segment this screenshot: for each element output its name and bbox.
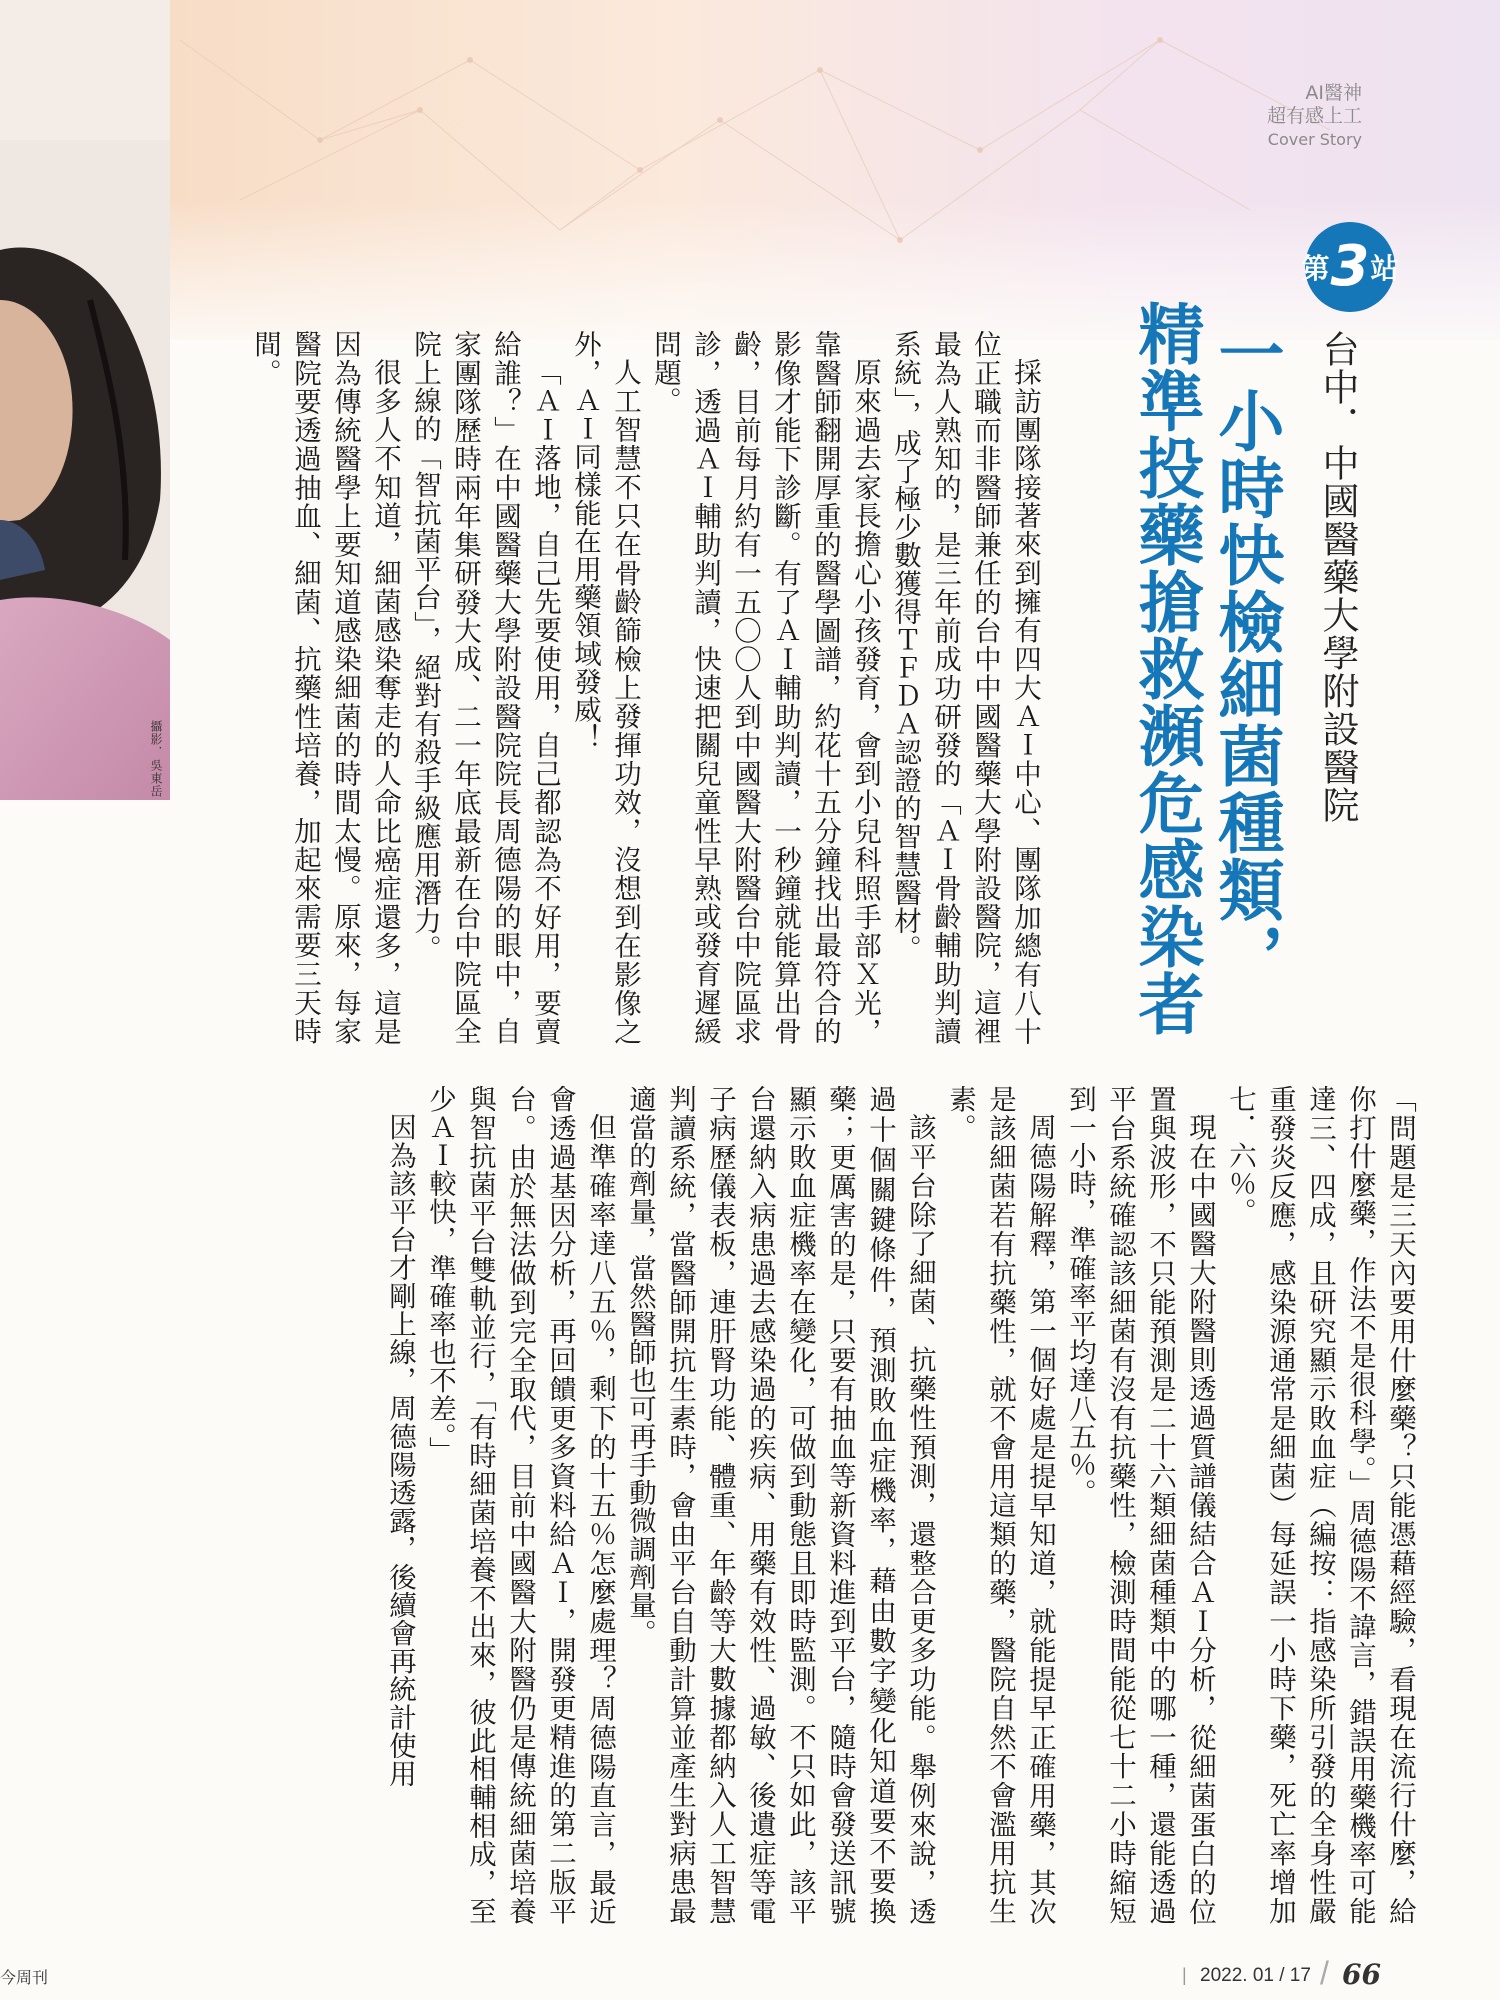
article-paragraph: 但準確率達八五％，剩下的十五％怎麼處理？周德陽直言，最近會透過基因分析，再回饋更多資料給ＡＩ，開發更精進的第二版平台。由於無法做到完全取代，目前中國醫大附醫仍是傳統細菌培養與智抗菌平台雙軌並行，「有時細菌培養不出來，彼此相輔相成，至少ＡＩ較快，準確率也不差。」: [424, 1085, 616, 1925]
article-paragraph: 很多人不知道，細菌感染奪走的人命比癌症還多，這是因為傳統醫學上要知道感染細菌的時間太慢。原來，每家醫院要透過抽血、細菌、抗藥性培養，加起來需要三天時間。: [249, 330, 401, 1045]
footer-magazine-name: 今周刊: [0, 1970, 49, 1987]
footer-issue-date: 2022. 01 / 17: [1200, 1965, 1311, 1986]
photo-of-patient: [0, 0, 170, 800]
series-subtitle: 超有感上工: [1266, 105, 1362, 127]
footer-page-number: 66: [1342, 1958, 1381, 1991]
headline: [1125, 300, 1285, 1060]
badge-prefix: 第: [1301, 252, 1330, 285]
article-paragraph: 因為該平台才剛上線，周德陽透露，後續會再統計使用: [384, 1112, 416, 1787]
series-label: [1267, 82, 1362, 151]
article-paragraph: 現在中國醫大附醫則透過質譜儀結合ＡＩ分析，從細菌蛋白的位置與波形，不只能預測是二十六類細菌種類中的哪一種，還能透過平台系統確認該細菌有沒有抗藥性，檢測時間能從七十二小時縮短到一小時，準確率平均達八五％。: [1064, 1085, 1216, 1925]
series-english: Cover Story: [1267, 130, 1362, 149]
headline-line-2: 精準投藥搶救瀕危感染者: [1127, 300, 1204, 1037]
series-title: AI醫神: [1305, 82, 1362, 104]
badge-number: 3: [1330, 234, 1370, 299]
footer-slash: /: [1320, 1955, 1329, 1991]
footer-divider: |: [1182, 1965, 1187, 1985]
article-paragraph: 「問題是三天內要用什麼藥？只能憑藉經驗，看現在流行什麼，給你打什麼藥，作法不是很科學。」周德陽不諱言，錯誤用藥機率可能達三、四成，且研究顯示敗血症（編按：指感染所引發的全身性嚴重發炎反應，感染源通常是細菌）每延誤一小時下藥，死亡率增加七．六％。: [1224, 1085, 1416, 1925]
article-paragraph: 原來過去家長擔心小孩發育，會到小兒科照手部Ｘ光，靠醫師翻開厚重的醫學圖譜，約花十五分鐘找出最符合的影像才能下診斷。有了ＡＩ輔助判讀，一秒鐘就能算出骨齡，目前每月約有一五〇〇人到中國醫大附醫台中院區求診，透過ＡＩ輔助判讀，快速把關兒童性早熟或發育遲緩問題。: [649, 330, 881, 1045]
article-paragraph: 「ＡＩ落地，自己先要使用，自己都認為不好用，要賣給誰？」在中國醫藥大學附設醫院院長周德陽的眼中，自家團隊歷時兩年集研發大成、二一年底最新在台中院區全院上線的「智抗菌平台」，絕對有殺手級應用潛力。: [409, 330, 561, 1045]
badge-suffix: 站: [1370, 252, 1399, 285]
photo-credit: 攝影．吳東岳: [149, 720, 163, 798]
article-paragraph: 該平台除了細菌、抗藥性預測，還整合更多功能。舉例來說，透過十個關鍵條件，預測敗血症機率，藉由數字變化知道要不要換藥；更厲害的是，只要有抽血等新資料進到平台，隨時會發送訊號顯示敗血症機率在變化，可做到動態且即時監測。不只如此，該平台還納入病患過去感染過的疾病、用藥有效性、過敏、後遺症等電子病歷儀表板，連肝腎功能、體重、年齡等大數據都納入人工智慧判讀系統，當醫師開抗生素時，會由平台自動計算並產生對病患最適當的劑量，當然醫師也可再手動微調劑量。: [624, 1085, 936, 1925]
article-upper-block: [210, 330, 1045, 1045]
article-lower-block: [150, 1085, 1420, 1925]
article-paragraph: 周德陽解釋，第一個好處是提早知道，就能提早正確用藥，其次是該細菌若有抗藥性，就不會用這類的藥，醫院自然不會濫用抗生素。: [944, 1085, 1056, 1925]
location-subtitle: 台中．中國醫藥大學附設醫院: [1316, 330, 1359, 824]
station-badge: [1301, 222, 1399, 312]
headline-line-1: 一小時快檢細菌種類，: [1207, 320, 1284, 990]
article-paragraph: 人工智慧不只在骨齡篩檢上發揮功效，沒想到在影像之外，ＡＩ同樣能在用藥領域發威！: [569, 330, 641, 1045]
article-paragraph: 採訪團隊接著來到擁有四大ＡＩ中心、團隊加總有八十位正職而非醫師兼任的台中中國醫藥大學附設醫院，這裡最為人熟知的，是三年前成功研發的「ＡＩ骨齡輔助判讀系統」，成了極少數獲得ＴＦＤＡ認證的智慧醫材。: [889, 330, 1041, 1045]
